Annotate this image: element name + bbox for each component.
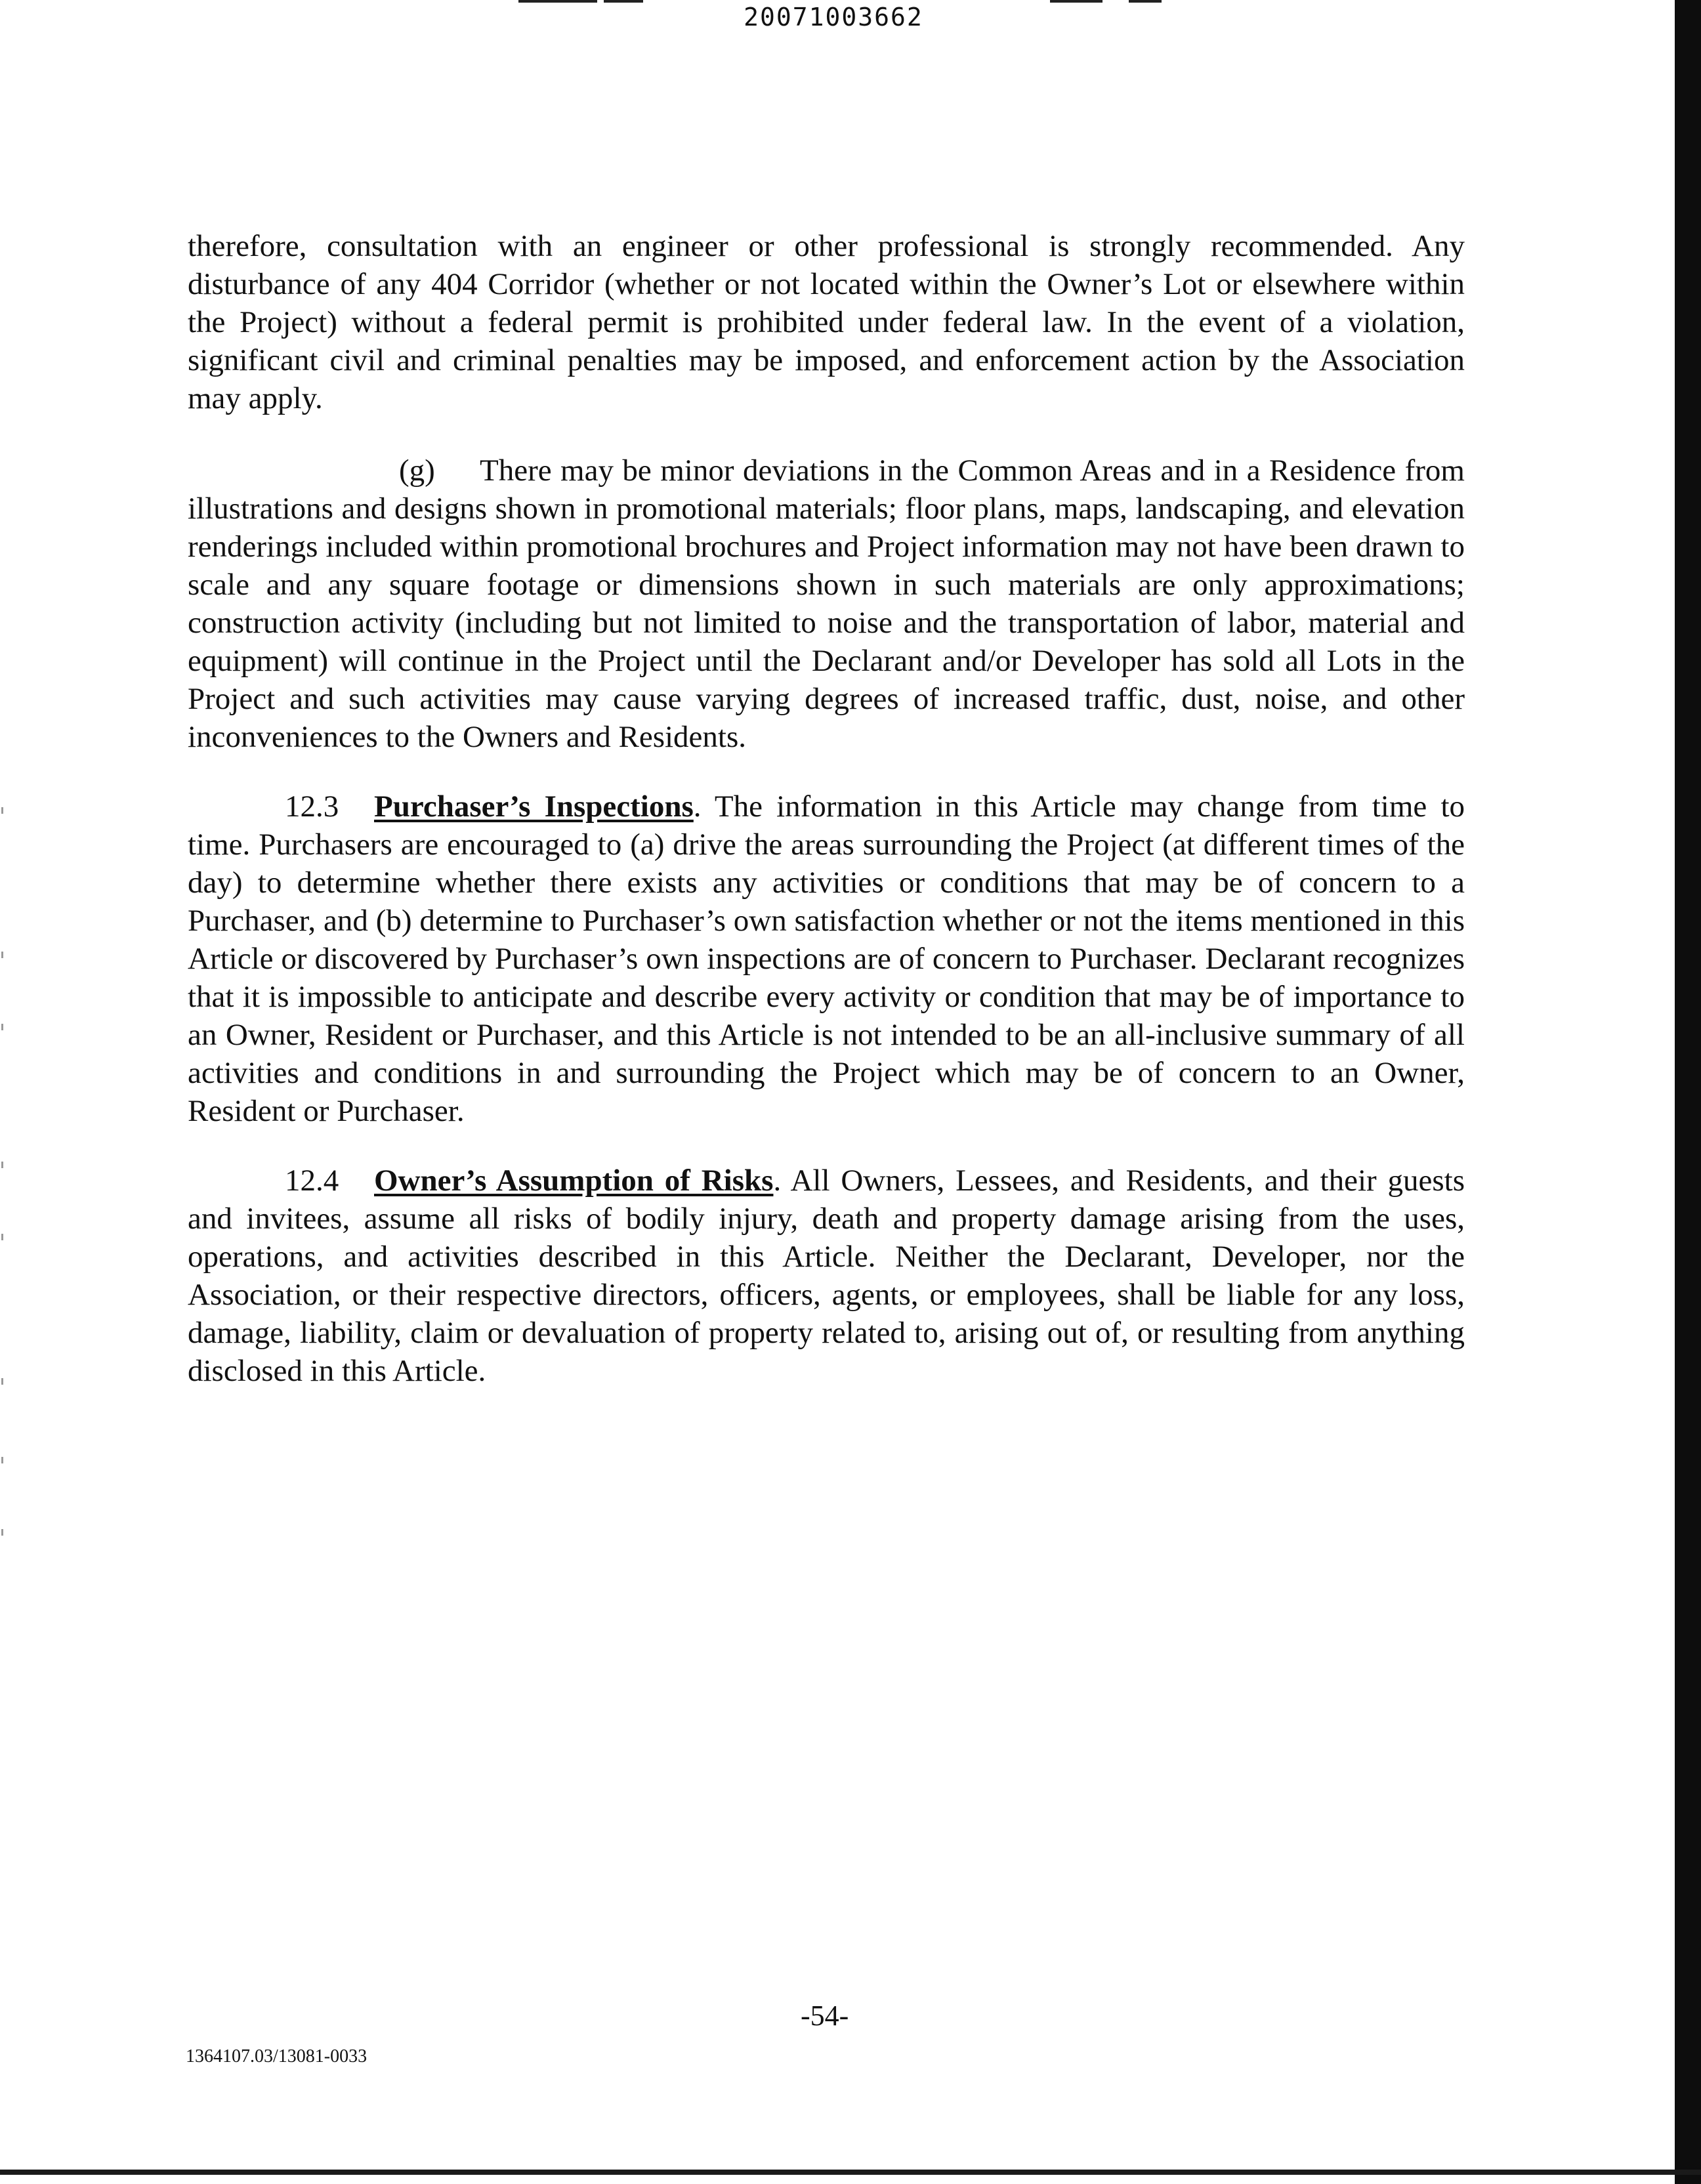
item-g-text: There may be minor deviations in the Common Areas and in a Residence from illustrations and designs shown in promotional materials; floor plans, maps, landscaping, and elevation renderings included within promotional brochures and Project information may not have been drawn to scale and any square footage or dimensions shown in such materials are only approximations; construction activity (including but not limited to noise and the transportation of labor, material and equipment) will continue in the Project until the Declarant and/or Developer has sold all Lots in the Project and such activities may cause varying degrees of increased traffic, dust, noise, and other inconveniences to the Owners and Residents. (188, 453, 1465, 754)
footer-document-id: 1364107.03/13081-0033 (186, 2046, 368, 2067)
section-12-4-text: All Owners, Lessees, and Residents, and their guests and invitees, assume all risks of bodily injury, death and property damage arising from the uses, operations, and activities described in this Article. Neither the Declarant, Developer, nor the Association, or their respective directors, officers, agents, or employees, shall be liable for any loss, damage, liability, claim or devaluation of property related to, arising out of, or resulting from anything disclosed in this Article. (188, 1164, 1465, 1388)
continuation-text: therefore, consultation with an engineer or other professional is strongly recommended. Any disturbance of any 404 Corridor (whether or not located within the Owner’s Lot or elsewhere within the Project) without a federal permit is prohibited under federal law. In the event of a violation, significant civil and criminal penalties may be imposed, and enforcement action by the Association may apply. (188, 229, 1465, 415)
paragraph-continuation (188, 227, 1465, 417)
section-12-3-text: The information in this Article may change from time to time. Purchasers are encouraged to (a) drive the areas surrounding the Project (at different times of the day) to determine whether there exists any activities or conditions that may be of concern to a Purchaser, and (b) determine to Purchaser’s own satisfaction whether or not the items mentioned in this Article or discovered by Purchaser’s own inspections are of concern to Purchaser. Declarant recognizes that it is impossible to anticipate and describe every activity or condition that may be of importance to an Owner, Resident or Purchaser, and this Article is not intended to be an all-inclusive summary of all activities and conditions in and surrounding the Project which may be of concern to an Owner, Resident or Purchaser. (188, 789, 1465, 1128)
section-12-4-number: 12.4 (285, 1164, 339, 1198)
section-12-4-heading: Owner’s Assumption of Risks (374, 1164, 774, 1198)
section-12-4: 12.4 Owner’s Assumption of Risks. All Owners, Lessees, and Residents, and their guests and invitees, assume all risks of bodily injury, death and property damage arising from the uses, operations, and activities described in this Article. Neither the Declarant, Developer, nor the Association, or their respective directors, officers, agents, or employees, shall be liable for any loss, damage, liability, claim or devaluation of property related to, arising out of, or resulting from anything disclosed in this Article. (188, 1162, 1465, 1390)
section-12-3-heading: Purchaser’s Inspections (374, 789, 694, 824)
item-g-label: (g) (399, 453, 435, 488)
scan-bottom-border (0, 2170, 1701, 2175)
page-number: -54- (801, 2000, 849, 2032)
recording-document-number: 20071003662 (744, 3, 923, 32)
scan-right-border (1675, 0, 1701, 2184)
paragraph-item-g (188, 452, 1465, 756)
section-12-3-number: 12.3 (285, 789, 339, 824)
section-12-3: 12.3 Purchaser’s Inspections. The information in this Article may change from time to time. Purchasers are encouraged to (a) drive the areas surrounding the Project (at different times of the day) to determine whether there exists any activities or conditions that may be of concern to a Purchaser, and (b) determine to Purchaser’s own satisfaction whether or not the items mentioned in this Article or discovered by Purchaser’s own inspections are of concern to Purchaser. Declarant recognizes that it is impossible to anticipate and describe every activity or condition that may be of importance to an Owner, Resident or Purchaser, and this Article is not intended to be an all-inclusive summary of all activities and conditions in and surrounding the Project which may be of concern to an Owner, Resident or Purchaser. (188, 788, 1465, 1130)
